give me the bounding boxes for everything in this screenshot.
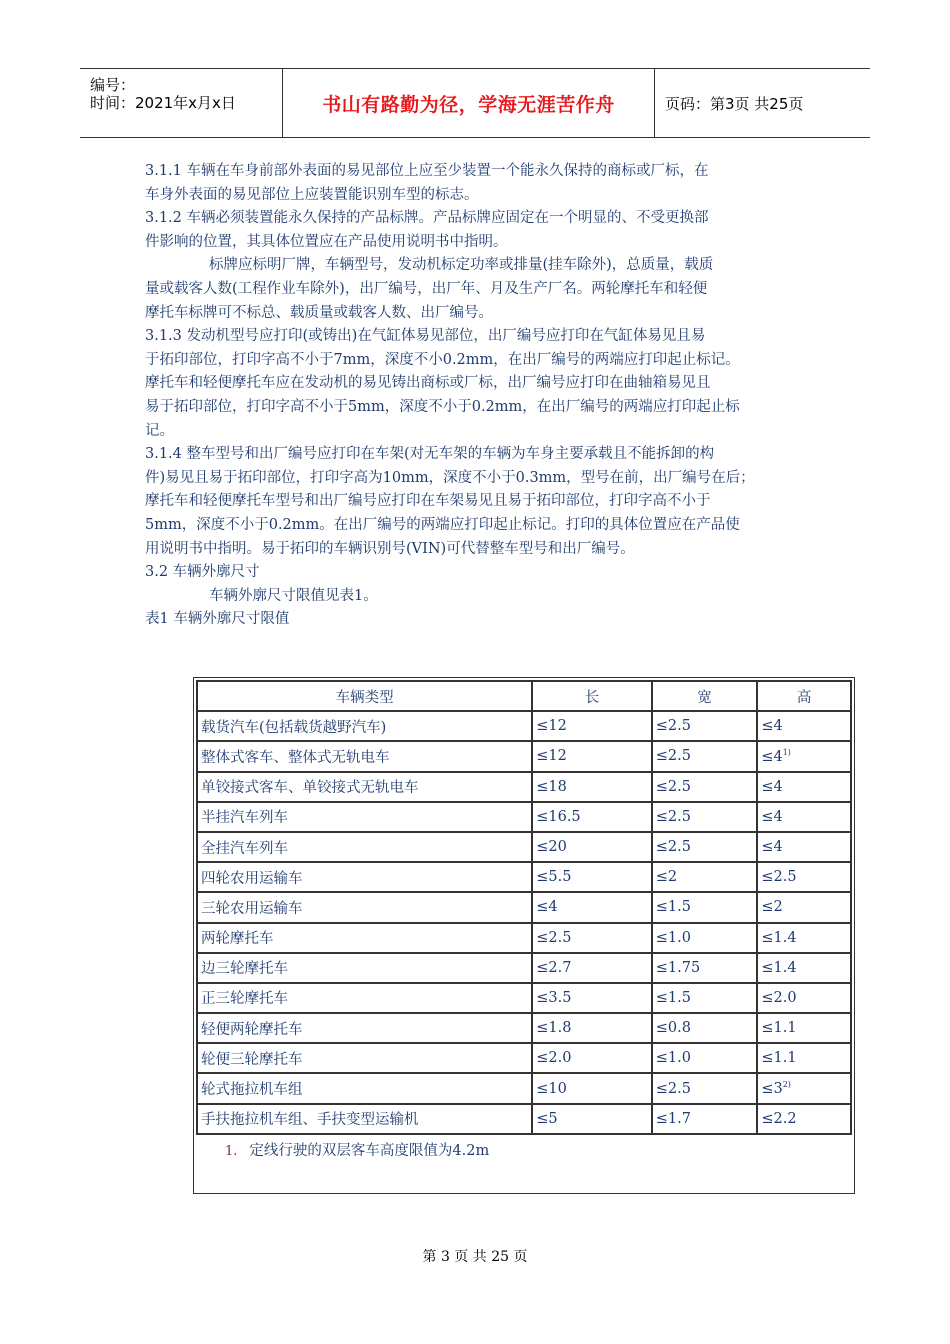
body-line: 5mm，深度不小于0.2mm。在出厂编号的两端应打印起止标记。打印的具体位置应在产品使	[145, 516, 740, 533]
body-line: 用说明书中指明。易于拓印的车辆识别号(VIN)可代替整车型号和出厂编号。	[145, 540, 635, 557]
cell-length-value: ≤18	[536, 778, 567, 795]
cell-width	[652, 923, 758, 953]
cell-height-value: ≤2.5	[761, 869, 797, 886]
cell-height-value: ≤2.0	[761, 989, 797, 1006]
cell-type-value: 载货汽车(包括载货越野汽车)	[201, 719, 387, 736]
cell-length-value: ≤5	[536, 1110, 558, 1127]
body-line: 3.1.2 车辆必须装置能永久保持的产品标牌。产品标牌应固定在一个明显的、不受更换部	[145, 210, 709, 227]
cell-type-value: 轮式拖拉机车组	[201, 1082, 303, 1099]
cell-height	[757, 741, 851, 771]
cell-height	[757, 1104, 851, 1134]
cell-width-value: ≤2.5	[655, 778, 691, 795]
cell-width	[652, 983, 758, 1013]
cell-height	[757, 892, 851, 922]
cell-type	[197, 1104, 532, 1134]
cell-height-value: ≤2	[761, 899, 783, 916]
cell-length	[532, 711, 652, 741]
document-number-label: 编号：	[90, 76, 136, 94]
body-line: 件影响的位置，其具体位置应在产品使用说明书中指明。	[145, 233, 508, 250]
cell-type-value: 全挂汽车列车	[201, 840, 288, 857]
cell-height	[757, 923, 851, 953]
table-row	[197, 832, 851, 862]
cell-type	[197, 923, 532, 953]
table-row	[197, 862, 851, 892]
cell-length-value: ≤2.5	[536, 929, 572, 946]
cell-type	[197, 802, 532, 832]
page-info-text: 页码：第3页 共25页	[665, 94, 804, 113]
cell-type	[197, 772, 532, 802]
table-row	[197, 1073, 851, 1103]
cell-width-value: ≤1.0	[655, 1050, 691, 1067]
cell-length	[532, 953, 652, 983]
cell-width	[652, 892, 758, 922]
cell-type-value: 半挂汽车列车	[201, 810, 288, 827]
header-width: 宽	[652, 681, 758, 711]
cell-width	[652, 1013, 758, 1043]
body-line: 摩托车和轻便摩托车型号和出厂编号应打印在车架易见且易于拓印部位，打印字高不小于	[145, 493, 711, 510]
dimension-limits-table	[196, 680, 852, 1165]
cell-length	[532, 772, 652, 802]
cell-width	[652, 832, 758, 862]
cell-length-value: ≤20	[536, 839, 567, 856]
cell-length	[532, 1104, 652, 1134]
body-text	[145, 160, 810, 632]
cell-width-value: ≤2.5	[655, 808, 691, 825]
cell-width-value: ≤1.5	[655, 899, 691, 916]
cell-width-value: ≤2	[655, 869, 678, 886]
cell-width	[652, 772, 758, 802]
cell-height	[757, 802, 851, 832]
cell-height	[757, 862, 851, 892]
page-footer: 第 3 页 共 25 页	[422, 1249, 528, 1265]
header-vehicle-type: 车辆类型	[197, 681, 532, 711]
body-line: 量或载客人数(工程作业车除外)，出厂编号，出厂年、月及生产厂名。两轮摩托车和轻便	[145, 280, 708, 297]
cell-height	[757, 711, 851, 741]
document-time-label: 时间：2021年x月x日	[90, 94, 236, 112]
footnote-text: 定线行驶的双层客车高度限值为4.2m	[249, 1143, 490, 1160]
cell-width	[652, 741, 758, 771]
table-row	[197, 1043, 851, 1073]
cell-height-value: ≤1.4	[761, 959, 797, 976]
footnote-number: 1.	[225, 1144, 238, 1160]
table-row	[197, 983, 851, 1013]
cell-height-value: ≤4	[761, 748, 783, 765]
header-motto-cell	[283, 69, 655, 137]
cell-width-value: ≤0.8	[655, 1020, 691, 1037]
cell-length-value: ≤2.7	[536, 959, 572, 976]
cell-type	[197, 1073, 532, 1103]
cell-type	[197, 983, 532, 1013]
cell-type-value: 轻便两轮摩托车	[201, 1021, 303, 1038]
cell-type	[197, 741, 532, 771]
body-line: 3.2 车辆外廓尺寸	[145, 564, 260, 581]
cell-width-value: ≤1.75	[655, 959, 701, 976]
cell-height-value: ≤4	[761, 778, 783, 795]
cell-height-value: ≤4	[761, 718, 783, 735]
page-header	[80, 68, 870, 138]
cell-width	[652, 953, 758, 983]
cell-length-value: ≤5.5	[536, 869, 572, 886]
cell-length-value: ≤16.5	[536, 808, 581, 825]
table-row	[197, 711, 851, 741]
cell-height	[757, 832, 851, 862]
cell-length	[532, 832, 652, 862]
cell-length-value: ≤4	[536, 899, 558, 916]
cell-type	[197, 832, 532, 862]
cell-width-value: ≤1.7	[655, 1110, 691, 1127]
cell-length-value: ≤2.0	[536, 1050, 572, 1067]
cell-length-value: ≤3.5	[536, 989, 572, 1006]
header-length: 长	[532, 681, 652, 711]
cell-type-value: 四轮农用运输车	[201, 870, 303, 887]
body-line: 记。	[145, 422, 174, 439]
cell-height-value: ≤1.1	[761, 1050, 797, 1067]
cell-length	[532, 923, 652, 953]
cell-length	[532, 1073, 652, 1103]
cell-width-value: ≤2.5	[655, 748, 691, 765]
footnote-row	[197, 1134, 851, 1165]
cell-type-value: 手扶拖拉机车组、手扶变型运输机	[201, 1112, 419, 1129]
cell-length	[532, 983, 652, 1013]
table-row	[197, 923, 851, 953]
table-row	[197, 802, 851, 832]
table-row	[197, 1013, 851, 1043]
cell-height	[757, 1043, 851, 1073]
cell-type-value: 单铰接式客车、单铰接式无轨电车	[201, 780, 419, 797]
body-line: 摩托车标牌可不标总、载质量或载客人数、出厂编号。	[145, 304, 493, 321]
cell-type-value: 边三轮摩托车	[201, 961, 288, 978]
cell-length	[532, 862, 652, 892]
cell-length	[532, 892, 652, 922]
body-line: 摩托车和轻便摩托车应在发动机的易见铸出商标或厂标，出厂编号应打印在曲轴箱易见且	[145, 375, 711, 392]
cell-height-value: ≤4	[761, 839, 783, 856]
table-row	[197, 772, 851, 802]
cell-type-value: 整体式客车、整体式无轨电车	[201, 749, 390, 766]
cell-height	[757, 1073, 851, 1103]
cell-width-value: ≤2.5	[655, 839, 691, 856]
cell-height	[757, 1013, 851, 1043]
body-line: 车辆外廓尺寸限值见表1。	[209, 587, 378, 604]
cell-height-value: ≤3	[761, 1081, 783, 1098]
cell-width-value: ≤2.5	[655, 718, 691, 735]
body-line: 3.1.1 车辆在车身前部外表面的易见部位上应至少装置一个能永久保持的商标或厂标，在	[145, 163, 709, 179]
cell-width-value: ≤1.5	[655, 989, 691, 1006]
table-header-row	[197, 681, 851, 711]
cell-length	[532, 1013, 652, 1043]
cell-length	[532, 802, 652, 832]
header-page-info-cell	[655, 69, 870, 137]
cell-length	[532, 1043, 652, 1073]
cell-type-value: 轮便三轮摩托车	[201, 1051, 303, 1068]
footnote-cell	[197, 1134, 851, 1165]
cell-width-value: ≤2.5	[655, 1080, 691, 1097]
cell-length	[532, 741, 652, 771]
body-line: 于拓印部位，打印字高不小于7mm，深度不小0.2mm，在出厂编号的两端应打印起止标记。	[145, 351, 740, 368]
cell-width	[652, 862, 758, 892]
cell-height-value: ≤4	[761, 808, 783, 825]
body-line: 3.1.4 整车型号和出厂编号应打印在车架(对无车架的车辆为车身主要承载且不能拆卸的构	[145, 446, 715, 463]
body-line: 件)易见且易于拓印部位，打印字高为10mm，深度不小于0.3mm，型号在前，出厂编号在后；	[145, 469, 755, 486]
cell-length-value: ≤10	[536, 1080, 567, 1097]
body-line: 3.1.3 发动机型号应打印(或铸出)在气缸体易见部位，出厂编号应打印在气缸体易见且易	[145, 328, 706, 345]
cell-type	[197, 711, 532, 741]
header-meta	[80, 69, 283, 137]
body-line: 表1 车辆外廓尺寸限值	[145, 611, 290, 628]
cell-type-value: 正三轮摩托车	[201, 991, 288, 1008]
body-line: 标牌应标明厂牌，车辆型号，发动机标定功率或排量(挂车除外)，总质量，载质	[209, 257, 714, 274]
cell-width	[652, 1104, 758, 1134]
body-line: 车身外表面的易见部位上应装置能识别车型的标志。	[145, 186, 479, 203]
cell-length-value: ≤1.8	[536, 1020, 572, 1037]
cell-type	[197, 862, 532, 892]
cell-length-value: ≤12	[536, 748, 567, 765]
cell-height-value: ≤2.2	[761, 1110, 797, 1127]
footnote-marker: 2)	[782, 1080, 791, 1090]
cell-height	[757, 983, 851, 1013]
cell-type	[197, 1013, 532, 1043]
cell-width-value: ≤1.0	[655, 929, 691, 946]
cell-width	[652, 1043, 758, 1073]
cell-height	[757, 953, 851, 983]
cell-width	[652, 711, 758, 741]
cell-type-value: 三轮农用运输车	[201, 900, 303, 917]
body-line: 易于拓印部位，打印字高不小于5mm，深度不小于0.2mm，在出厂编号的两端应打印起止标	[145, 398, 740, 415]
table-frame	[193, 677, 855, 1194]
table-row	[197, 741, 851, 771]
cell-type	[197, 953, 532, 983]
table-row	[197, 953, 851, 983]
cell-width	[652, 1073, 758, 1103]
cell-type	[197, 892, 532, 922]
cell-type-value: 两轮摩托车	[201, 931, 274, 948]
cell-type	[197, 1043, 532, 1073]
table-row	[197, 892, 851, 922]
header-height: 高	[757, 681, 851, 711]
cell-height-value: ≤1.1	[761, 1020, 797, 1037]
cell-width	[652, 802, 758, 832]
motto-text: 书山有路勤为径，学海无涯苦作舟	[322, 93, 615, 116]
table-row	[197, 1104, 851, 1134]
cell-height-value: ≤1.4	[761, 929, 797, 946]
cell-height	[757, 772, 851, 802]
cell-length-value: ≤12	[536, 718, 567, 735]
footnote-marker: 1)	[782, 747, 791, 757]
